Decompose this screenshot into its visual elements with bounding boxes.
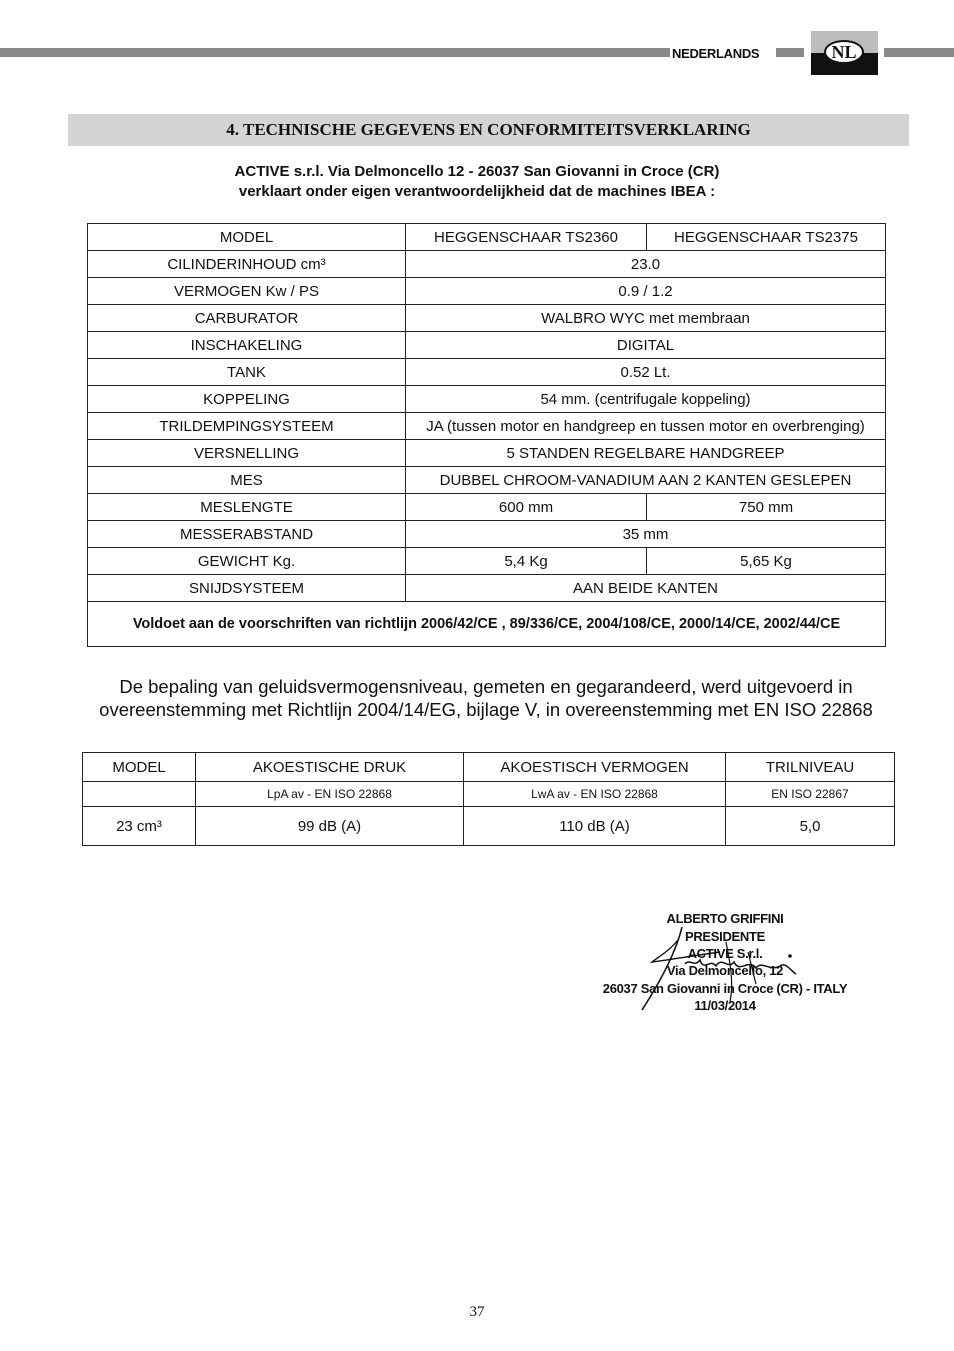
spec-label: MODEL <box>88 224 406 251</box>
table-row <box>88 602 886 647</box>
table-row <box>88 386 886 413</box>
noise-subheader: LwA av - EN ISO 22868 <box>464 782 726 807</box>
intro-line-2: verklaart onder eigen verantwoordelijkheid dat de machines IBEA : <box>238 183 716 200</box>
spec-label: MESSERABSTAND <box>88 521 406 548</box>
table-row <box>88 305 886 332</box>
signatory-city: 26037 San Giovanni in Croce (CR) - ITALY <box>602 981 848 996</box>
noise-subheader <box>83 782 196 807</box>
header-rule-left <box>0 48 670 57</box>
spec-label: MES <box>88 467 406 494</box>
spec-label: VERMOGEN Kw / PS <box>88 278 406 305</box>
signatory-date: 11/03/2014 <box>694 998 756 1013</box>
conformity-statement: Voldoet aan de voorschriften van richtlijn 2006/42/CE , 89/336/CE, 2004/108/CE, 2000/14/CE, 2002/44/CE <box>88 602 886 647</box>
spec-value: 54 mm. (centrifugale koppeling) <box>406 386 886 413</box>
table-row <box>83 782 895 807</box>
noise-paragraph-line-1: De bepaling van geluidsvermogensniveau, gemeten en gegarandeerd, werd uitgevoerd in <box>119 676 853 697</box>
noise-header: TRILNIVEAU <box>726 753 895 782</box>
signatory-name: ALBERTO GRIFFINI <box>666 911 784 926</box>
spec-label: INSCHAKELING <box>88 332 406 359</box>
page-number: 37 <box>469 1304 485 1320</box>
header-language: NEDERLANDS <box>672 46 760 61</box>
signatory-company: ACTIVE S.r.l. <box>687 946 763 961</box>
intro-line-1: ACTIVE s.r.l. Via Delmoncello 12 - 26037 San Giovanni in Croce (CR) <box>234 163 720 180</box>
spec-table <box>87 223 886 647</box>
spec-value: DIGITAL <box>406 332 886 359</box>
noise-value: 5,0 <box>726 807 895 846</box>
table-row <box>88 224 886 251</box>
spec-value: WALBRO WYC met membraan <box>406 305 886 332</box>
noise-table <box>82 752 895 846</box>
table-row <box>88 521 886 548</box>
spec-label: GEWICHT Kg. <box>88 548 406 575</box>
spec-value: 0.9 / 1.2 <box>406 278 886 305</box>
noise-subheader: LpA av - EN ISO 22868 <box>196 782 464 807</box>
spec-label: VERSNELLING <box>88 440 406 467</box>
spec-value-a: 5,4 Kg <box>406 548 647 575</box>
spec-value: 35 mm <box>406 521 886 548</box>
table-row <box>83 753 895 782</box>
table-row <box>88 332 886 359</box>
table-row <box>88 494 886 521</box>
table-row <box>83 807 895 846</box>
spec-label: CILINDERINHOUD cm³ <box>88 251 406 278</box>
noise-subheader: EN ISO 22867 <box>726 782 895 807</box>
language-badge-label: NL <box>824 40 864 64</box>
language-badge <box>811 31 878 75</box>
spec-value: AAN BEIDE KANTEN <box>406 575 886 602</box>
spec-value: 23.0 <box>406 251 886 278</box>
noise-header: AKOESTISCHE DRUK <box>196 753 464 782</box>
table-row <box>88 359 886 386</box>
table-row <box>88 278 886 305</box>
table-row <box>88 575 886 602</box>
table-row <box>88 548 886 575</box>
handwritten-signature <box>630 922 810 1017</box>
signatory-title: PRESIDENTE <box>684 929 766 944</box>
noise-value: 23 cm³ <box>83 807 196 846</box>
spec-value: 0.52 Lt. <box>406 359 886 386</box>
spec-label: KOPPELING <box>88 386 406 413</box>
spec-label: CARBURATOR <box>88 305 406 332</box>
spec-label: TANK <box>88 359 406 386</box>
spec-label: SNIJDSYSTEEM <box>88 575 406 602</box>
section-title: 4. TECHNISCHE GEGEVENS EN CONFORMITEITSVERKLARING <box>68 114 909 146</box>
noise-value: 99 dB (A) <box>196 807 464 846</box>
spec-model-a: HEGGENSCHAAR TS2360 <box>406 224 647 251</box>
header-rule-right <box>884 48 954 57</box>
noise-header: AKOESTISCH VERMOGEN <box>464 753 726 782</box>
spec-label: TRILDEMPINGSYSTEEM <box>88 413 406 440</box>
spec-value: 5 STANDEN REGELBARE HANDGREEP <box>406 440 886 467</box>
table-row <box>88 413 886 440</box>
spec-value: DUBBEL CHROOM-VANADIUM AAN 2 KANTEN GESLEPEN <box>406 467 886 494</box>
noise-value: 110 dB (A) <box>464 807 726 846</box>
spec-value: JA (tussen motor en handgreep en tussen motor en overbrenging) <box>406 413 886 440</box>
spec-value-a: 600 mm <box>406 494 647 521</box>
table-row <box>88 467 886 494</box>
spec-value-b: 750 mm <box>647 494 886 521</box>
spec-label: MESLENGTE <box>88 494 406 521</box>
header-rule-middle <box>776 48 804 57</box>
spec-model-b: HEGGENSCHAAR TS2375 <box>647 224 886 251</box>
noise-header: MODEL <box>83 753 196 782</box>
table-row <box>88 440 886 467</box>
table-row <box>88 251 886 278</box>
noise-paragraph-line-2: overeenstemming met Richtlijn 2004/14/EG, bijlage V, in overeenstemming met EN ISO 22868 <box>99 699 873 720</box>
signatory-street: Via Delmoncello, 12 <box>666 963 784 978</box>
spec-value-b: 5,65 Kg <box>647 548 886 575</box>
